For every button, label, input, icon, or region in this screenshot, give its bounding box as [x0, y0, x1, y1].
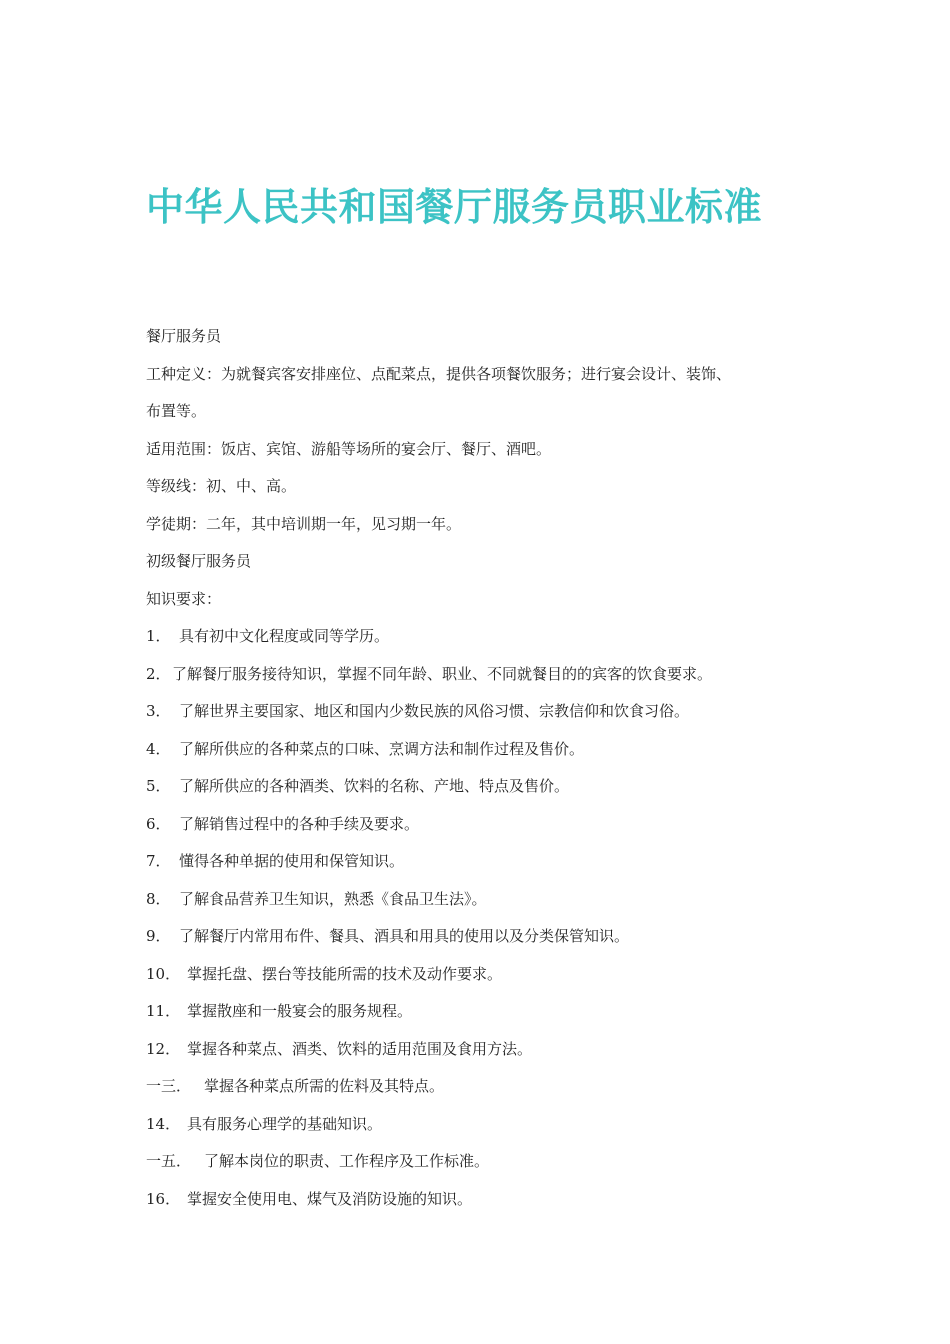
item-number: 一五．	[146, 1152, 192, 1170]
item-number: 5．	[146, 777, 171, 795]
section-heading: 餐厅服务员	[146, 327, 222, 345]
item-text: 了解所供应的各种酒类、饮料的名称、产地、特点及售价。	[179, 777, 570, 795]
item-number: 10．	[146, 964, 181, 983]
item-number: 14．	[146, 1114, 181, 1133]
item-text: 了解销售过程中的各种手续及要求。	[179, 814, 420, 833]
list-item	[146, 1031, 816, 1069]
list-item	[146, 693, 816, 731]
list-item	[146, 1068, 816, 1106]
list-item	[146, 656, 816, 694]
list-item	[146, 918, 816, 956]
document-body	[146, 318, 816, 1218]
list-item	[146, 993, 816, 1031]
item-text: 掌握各种菜点所需的佐料及其特点。	[204, 1077, 445, 1095]
definition-line-1: 工种定义：为就餐宾客安排座位、点配菜点，提供各项餐饮服务；进行宴会设计、装饰、	[146, 364, 732, 383]
document-title: 中华人民共和国餐厅服务员职业标准	[146, 185, 763, 229]
item-text: 了解所供应的各种菜点的口味、烹调方法和制作过程及售价。	[179, 739, 585, 758]
list-item	[146, 768, 816, 806]
item-text: 了解餐厅内常用布件、餐具、酒具和用具的使用以及分类保管知识。	[179, 927, 630, 945]
item-text: 掌握各种菜点、酒类、饮料的适用范围及食用方法。	[187, 1039, 533, 1058]
item-text: 具有服务心理学的基础知识。	[187, 1114, 383, 1133]
list-item	[146, 1181, 816, 1219]
scope-paragraph: 适用范围：饭店、宾馆、游船等场所的宴会厅、餐厅、酒吧。	[146, 439, 552, 458]
list-item	[146, 881, 816, 919]
list-item	[146, 843, 816, 881]
list-item	[146, 806, 816, 844]
level-heading: 初级餐厅服务员	[146, 552, 252, 570]
definition-line-2: 布置等。	[146, 402, 207, 420]
list-item	[146, 618, 816, 656]
item-number: 9．	[146, 927, 171, 945]
list-item	[146, 1143, 816, 1181]
item-text: 懂得各种单据的使用和保管知识。	[179, 852, 405, 870]
apprenticeship-paragraph: 学徒期：二年，其中培训期一年，见习期一年。	[146, 514, 462, 533]
item-number: 6．	[146, 814, 171, 833]
item-number: 1．	[146, 627, 171, 645]
item-number: 4．	[146, 739, 171, 758]
grades-paragraph: 等级线：初、中、高。	[146, 477, 297, 495]
item-text: 了解本岗位的职责、工作程序及工作标准。	[204, 1152, 490, 1170]
item-number: 2．	[146, 664, 171, 683]
item-number: 11．	[146, 1002, 181, 1020]
item-text: 了解世界主要国家、地区和国内少数民族的风俗习惯、宗教信仰和饮食习俗。	[179, 702, 690, 720]
item-text: 掌握安全使用电、煤气及消防设施的知识。	[187, 1189, 473, 1208]
item-number: 3．	[146, 702, 171, 720]
item-number: 16．	[146, 1189, 181, 1208]
item-text: 具有初中文化程度或同等学历。	[179, 627, 390, 645]
knowledge-heading: 知识要求：	[146, 589, 222, 608]
item-number: 7．	[146, 852, 171, 870]
item-text: 了解食品营养卫生知识，熟悉《食品卫生法》。	[179, 889, 487, 908]
item-text: 了解餐厅服务接待知识，掌握不同年龄、职业、不同就餐目的的宾客的饮食要求。	[172, 664, 713, 683]
item-number: 8．	[146, 889, 171, 908]
item-text: 掌握托盘、摆台等技能所需的技术及动作要求。	[187, 964, 503, 983]
list-item	[146, 731, 816, 769]
list-item	[146, 1106, 816, 1144]
item-number: 12．	[146, 1039, 181, 1058]
list-item	[146, 956, 816, 994]
item-number: 一三．	[146, 1077, 192, 1095]
item-text: 掌握散座和一般宴会的服务规程。	[187, 1002, 413, 1020]
